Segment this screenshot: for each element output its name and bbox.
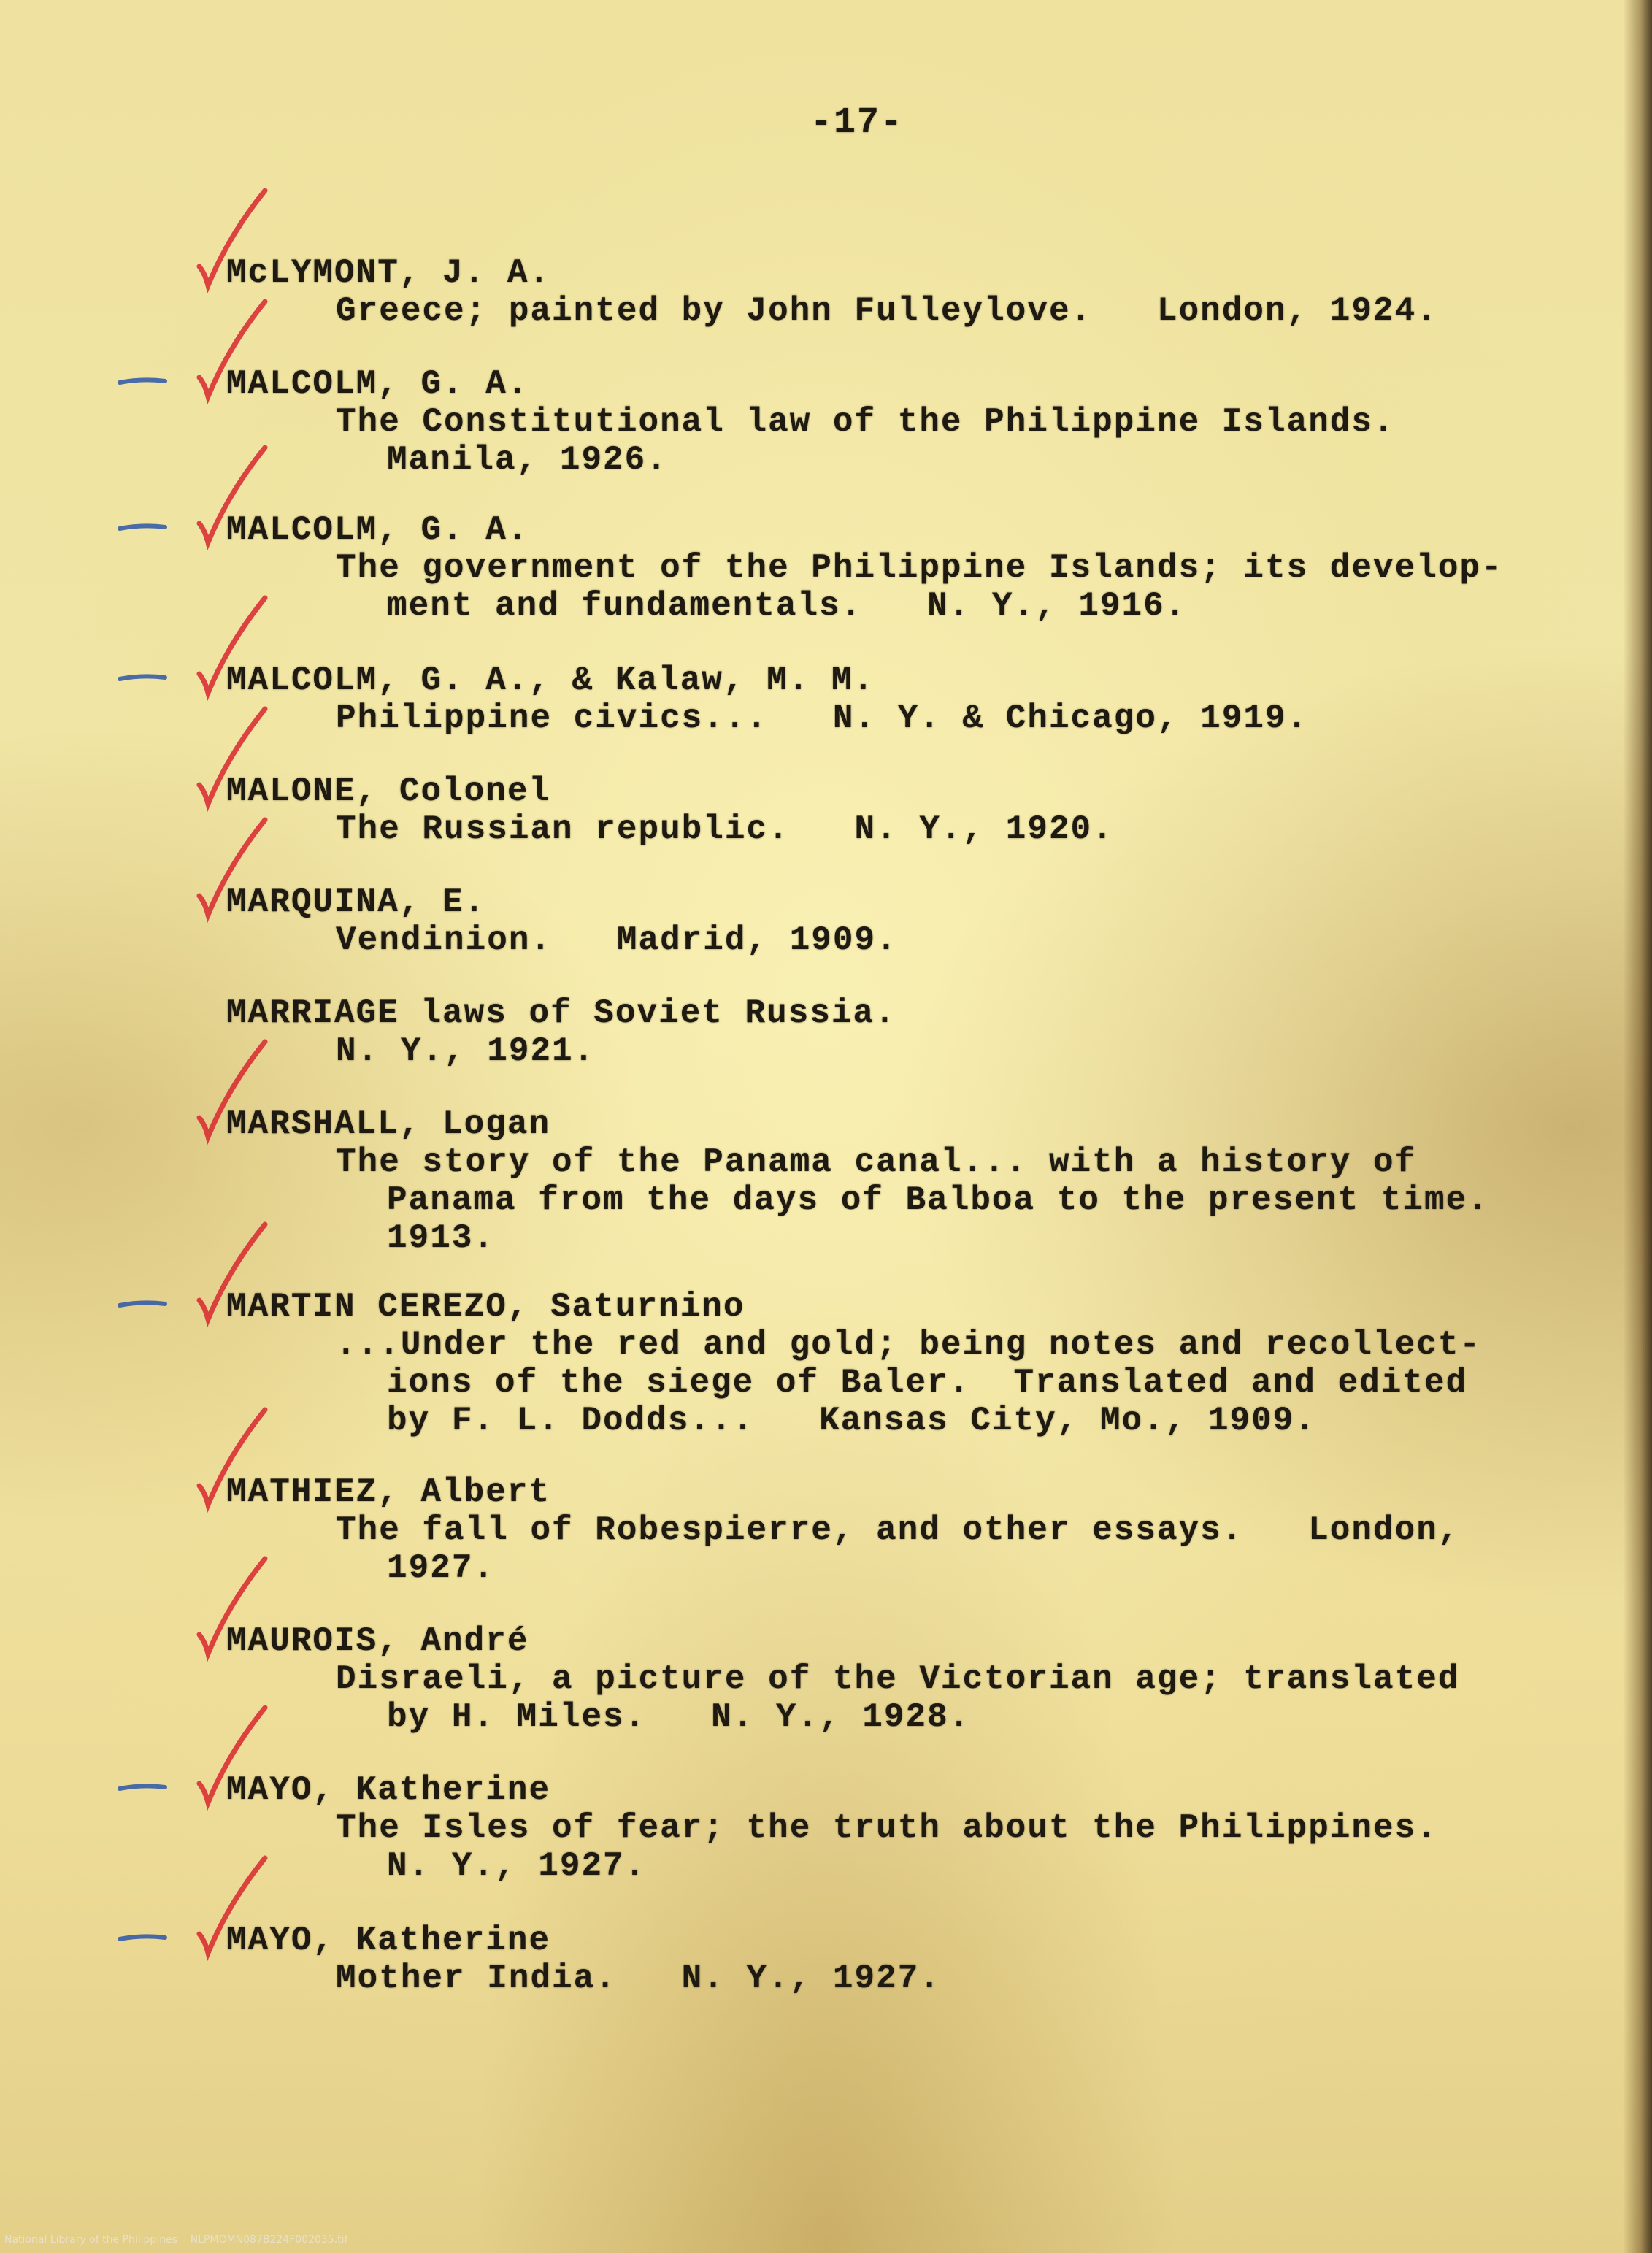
- entry-heading: MAYO, Katherine: [226, 1771, 551, 1809]
- red-check-mark-icon: [186, 1702, 274, 1811]
- entry-line: Greece; painted by John Fulleylove. London, 1924.: [336, 292, 1438, 330]
- blue-dash-mark-icon: [117, 1297, 168, 1311]
- entry-heading: MARTIN CEREZO, Saturnino: [226, 1288, 745, 1326]
- red-check-mark-icon: [186, 296, 274, 405]
- footer-label: National Library of the Philippines NLPMOMN087B224F002035.tif: [4, 2234, 348, 2246]
- red-check-mark-icon: [186, 592, 274, 702]
- red-check-mark-icon: [186, 1218, 274, 1328]
- entry-line: ions of the siege of Baler. Translated and edited: [387, 1364, 1468, 1402]
- entry-line: The Constitutional law of the Philippine Islands.: [336, 403, 1395, 441]
- entry-heading: MARQUINA, E.: [226, 883, 486, 921]
- blue-dash-mark-icon: [117, 1780, 168, 1795]
- page-number: -17-: [810, 102, 904, 144]
- blue-dash-mark-icon: [117, 374, 168, 388]
- entry-heading: MALCOLM, G. A.: [226, 511, 529, 549]
- entry-line: Disraeli, a picture of the Victorian age; translated: [336, 1660, 1460, 1698]
- blue-dash-mark-icon: [117, 520, 168, 534]
- entry-line: The story of the Panama canal... with a history of: [336, 1143, 1417, 1181]
- entry-line: 1927.: [387, 1549, 496, 1587]
- entry-line: Panama from the days of Balboa to the present time.: [387, 1181, 1489, 1219]
- red-check-mark-icon: [186, 1553, 274, 1662]
- entry-line: N. Y., 1921.: [336, 1032, 596, 1070]
- entry-heading: MALONE, Colonel: [226, 772, 551, 810]
- entry-heading: MALCOLM, G. A.: [226, 365, 529, 403]
- red-check-mark-icon: [186, 442, 274, 551]
- entry-heading: MAYO, Katherine: [226, 1922, 551, 1960]
- entry-line: Philippine civics... N. Y. & Chicago, 1919.: [336, 699, 1309, 737]
- blue-dash-mark-icon: [117, 670, 168, 685]
- blue-dash-mark-icon: [117, 1930, 168, 1945]
- entry-heading: MALCOLM, G. A., & Kalaw, M. M.: [226, 661, 875, 699]
- entry-line: ment and fundamentals. N. Y., 1916.: [387, 587, 1187, 625]
- entry-heading: MAUROIS, André: [226, 1622, 529, 1660]
- red-check-mark-icon: [186, 1036, 274, 1145]
- red-check-mark-icon: [186, 703, 274, 813]
- entry-line: by F. L. Dodds... Kansas City, Mo., 1909.: [387, 1402, 1316, 1440]
- red-check-mark-icon: [186, 1852, 274, 1962]
- entry-line: The Russian republic. N. Y., 1920.: [336, 810, 1114, 848]
- entry-line: by H. Miles. N. Y., 1928.: [387, 1698, 971, 1736]
- entry-line: 1913.: [387, 1219, 496, 1257]
- entry-line: N. Y., 1927.: [387, 1847, 647, 1885]
- entry-line: Manila, 1926.: [387, 441, 668, 479]
- entry-line: Mother India. N. Y., 1927.: [336, 1960, 941, 1997]
- entry-heading: MARSHALL, Logan: [226, 1105, 551, 1143]
- entry-line: The government of the Philippine Islands; its develop-: [336, 549, 1503, 587]
- red-check-mark-icon: [186, 814, 274, 924]
- entry-line: ...Under the red and gold; being notes and recollect-: [336, 1326, 1482, 1364]
- entry-heading: MATHIEZ, Albert: [226, 1473, 551, 1511]
- red-check-mark-icon: [186, 1404, 274, 1513]
- red-check-mark-icon: [186, 185, 274, 294]
- entry-line: The fall of Robespierre, and other essays. London,: [336, 1511, 1460, 1549]
- entry-line: Vendinion. Madrid, 1909.: [336, 921, 898, 959]
- entry-heading: MARRIAGE laws of Soviet Russia.: [226, 994, 896, 1032]
- entry-heading: McLYMONT, J. A.: [226, 254, 551, 292]
- entry-line: The Isles of fear; the truth about the Philippines.: [336, 1809, 1438, 1847]
